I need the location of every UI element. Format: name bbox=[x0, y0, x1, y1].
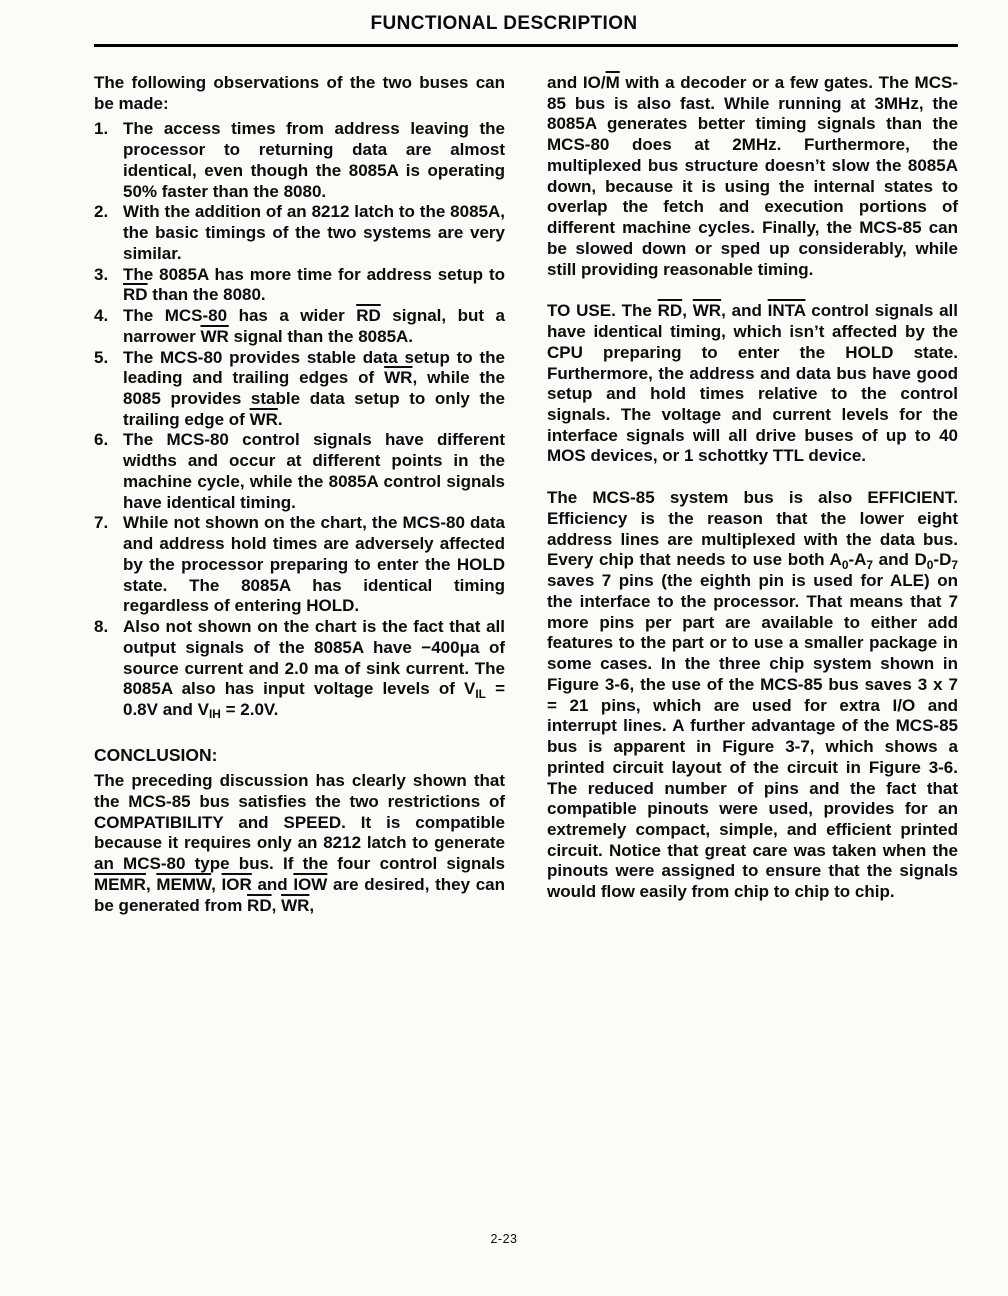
observation-item bbox=[94, 306, 505, 347]
item-text: The 8085A has more time for address setup to $\overline{RD}$ than the 8080. bbox=[123, 264, 505, 305]
observation-item bbox=[94, 430, 505, 513]
item-number: 6. bbox=[94, 430, 109, 450]
right-column bbox=[547, 73, 958, 916]
item-number: 2. bbox=[94, 202, 109, 222]
item-text: The MCS-80 provides stable data setup to the leading and trailing edges of $\overline{WR}$, while the 8085 provides stable data setup to only the trailing edge of $\overline{WR}$. bbox=[123, 347, 505, 429]
two-column-body bbox=[0, 47, 1008, 916]
observation-item bbox=[94, 513, 505, 617]
observation-item bbox=[94, 348, 505, 431]
item-number: 7. bbox=[94, 513, 109, 533]
item-number: 8. bbox=[94, 617, 109, 637]
observation-item bbox=[94, 617, 505, 721]
conclusion-heading: CONCLUSION: bbox=[94, 744, 218, 765]
item-text: The MCS-80 control signals have different widths and occur at different points in the machine cycle, while the 8085A control signals have identical timing. bbox=[123, 430, 505, 512]
body-paragraph: TO USE. The $\overline{RD}$, $\overline{WR}$, and INTA control signals all have identical timing, which isn’t affected by the CPU preparing to enter the HOLD state. Furthermore, the address and data bus have good setup and hold times relative to the control signals. The voltage and current levels for the interface signals will all drive buses of up to 40 MOS devices, or 1 schottky TTL device. bbox=[547, 301, 958, 466]
body-paragraph: The MCS-85 system bus is also EFFICIENT. Efficiency is the reason that the lower eight address lines are multiplexed with the data bus. Every chip that needs to use both $A_0-A_7$ and $D_0-D_7$ saves 7 pins (the eighth pin is used for ALE) on the interface to the processor. That means that 7 more pins per part are available to either add features to the part or to use a smaller package in some cases. In the three chip system shown in Figure 3-6, the use of the MCS-85 bus saves 3 x 7 = 21 pins, which are used for extra I/O and interrupt lines. A further advantage of the MCS-85 bus is apparent in Figure 3-7, which shows a printed circuit layout of the circuit in Figure 3-6. The reduced number of pins and the fact that compatible pinouts were used, provides for an extremely compact, simple, and efficient printed circuit. Notice that great care was taken when the pinouts were assigned to ensure that the signals would flow easily from chip to chip to chip. bbox=[547, 488, 958, 902]
item-text: While not shown on the chart, the MCS-80 data and address hold times are adversely affected by the processor preparing to enter the HOLD state. The 8085A has identical timing regardless of entering HOLD. bbox=[123, 513, 505, 616]
observation-item bbox=[94, 119, 505, 202]
intro-paragraph: The following observations of the two buses can be made: bbox=[94, 73, 505, 113]
left-column bbox=[94, 73, 505, 916]
page-number: 2-23 bbox=[490, 1232, 518, 1246]
body-paragraph: and $IO/\overline{M}$ with a decoder or a few gates. The MCS-85 bus is also fast. While running at 3MHz, the 8085A generates better timing signals than the MCS-80 does at 2MHz. Furthermore, the multiplexed bus structure doesn’t slow the 8085A down, because it is using the internal states to overlap the fetch and execution portions of different machine cycles. Finally, the MCS-85 can be slowed down or sped up considerably, while still providing reasonable timing. bbox=[547, 73, 958, 279]
item-number: 1. bbox=[94, 119, 109, 139]
item-text: The access times from address leaving the processor to returning data are almost identical, even though the 8085A is operating 50% faster than the 8080. bbox=[123, 119, 505, 201]
item-text: The MCS-80 has a wider $\overline{RD}$ signal, but a narrower $\overline{WR}$ signal than the 8085A. bbox=[123, 306, 505, 346]
item-number: 5. bbox=[94, 347, 109, 367]
page-title: FUNCTIONAL DESCRIPTION bbox=[370, 13, 638, 34]
item-text: Also not shown on the chart is the fact that all output signals of the 8085A have −400μa of source current and 2.0 ma of sink current. The 8085A also has input voltage levels of $V_{IL} = 0.8V$ and $V_{IH} = 2.0V$. bbox=[123, 617, 505, 722]
observation-item bbox=[94, 202, 505, 264]
item-number: 3. bbox=[94, 264, 109, 284]
observation-item bbox=[94, 265, 505, 306]
item-text: With the addition of an 8212 latch to the 8085A, the basic timings of the two systems are very similar. bbox=[123, 202, 505, 263]
item-number: 4. bbox=[94, 306, 109, 326]
conclusion-paragraph: The preceding discussion has clearly shown that the MCS-85 bus satisfies the two restrictions of COMPATIBILITY and SPEED. It is compatible because it requires only an 8212 latch to generate an MCS-80 type bus. If the four control signals MEMR, MEMW, $\overline{IOR}$ and $\overline{IOW}$ are desired, they can be generated from $\overline{RD}$, $\overline{WR}$, bbox=[94, 771, 506, 915]
